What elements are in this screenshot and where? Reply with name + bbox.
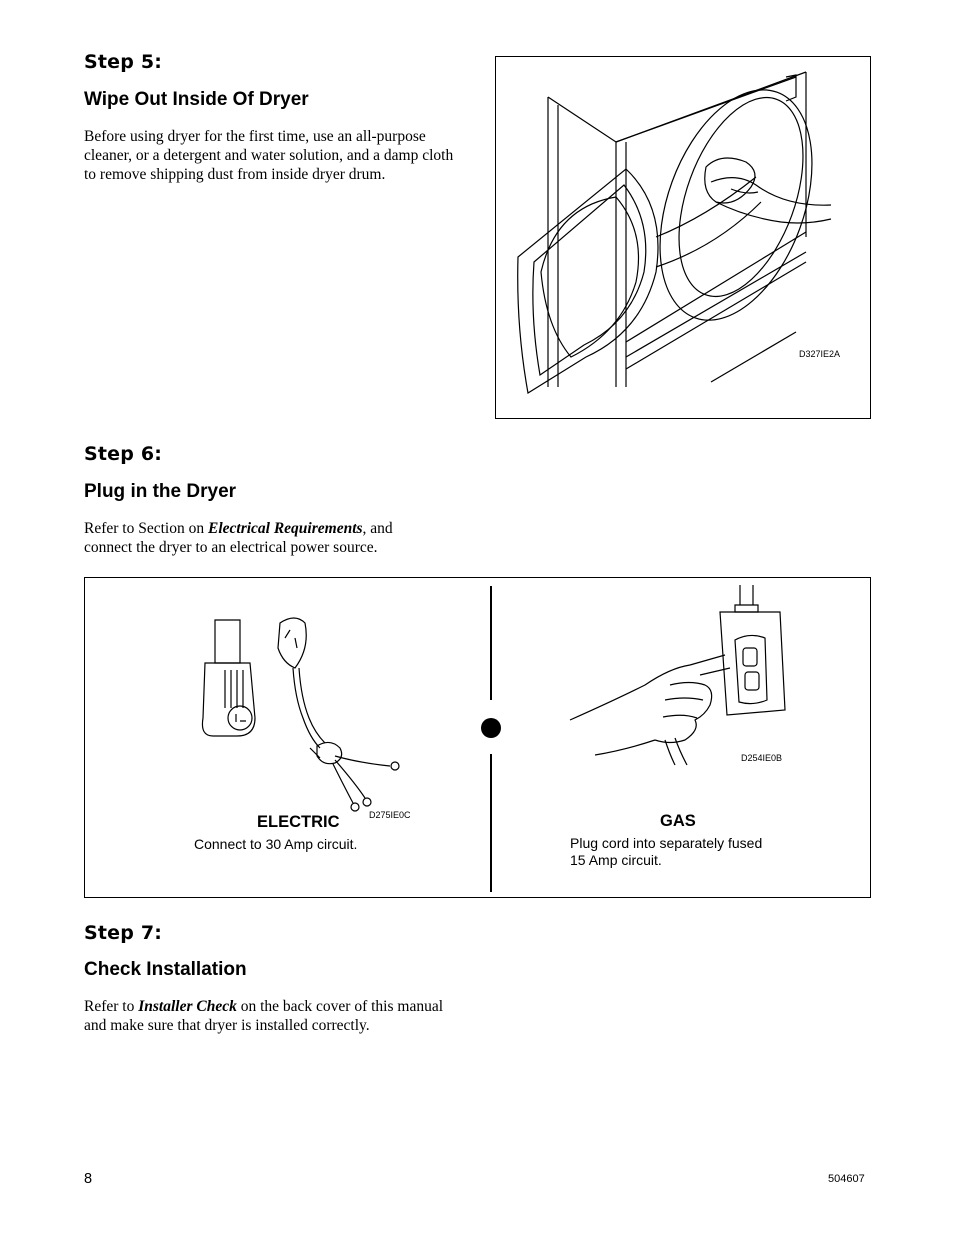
step5-body: Before using dryer for the first time, use an all-purpose cleaner, or a detergent and water solution, and a damp cloth to remove shipping dust from inside dryer drum. [84, 128, 454, 183]
installer-check-ref: Installer Check [138, 998, 237, 1015]
electrical-requirements-ref: Electrical Requirements [207, 520, 363, 537]
electric-title: ELECTRIC [257, 813, 340, 831]
gas-outlet-illustration [565, 580, 795, 770]
dryer-figure-code: D327IE2A [798, 349, 840, 359]
electric-figure-code: D275IE0C [369, 810, 411, 820]
divider-bottom [490, 754, 492, 892]
step6-label: Step 6: [84, 443, 163, 465]
electric-plug-illustration [185, 608, 425, 818]
divider-top [490, 586, 492, 700]
dryer-drum-figure [495, 56, 871, 419]
step6-title: Plug in the Dryer [84, 481, 237, 502]
doc-number: 504607 [828, 1173, 865, 1185]
electric-caption: Connect to 30 Amp circuit. [194, 836, 358, 852]
gas-caption: Plug cord into separately fused 15 Amp circuit. [570, 835, 763, 868]
gas-figure-code: D254IE0B [741, 753, 783, 763]
plug-in-figure [84, 577, 871, 898]
page-number: 8 [84, 1171, 93, 1187]
step7-title: Check Installation [84, 959, 247, 980]
step7-label: Step 7: [84, 922, 163, 944]
dryer-wipe-illustration [496, 57, 870, 418]
step5-label: Step 5: [84, 51, 163, 73]
step7-body: Refer to Installer Check on the back cover of this manual and make sure that dryer is installed correctly. [84, 998, 444, 1034]
step6-body: Refer to Section on Electrical Requirements, and connect the dryer to an electrical power source. [84, 520, 393, 556]
divider-dot [481, 718, 501, 738]
gas-title: GAS [660, 812, 696, 830]
step5-title: Wipe Out Inside Of Dryer [84, 89, 309, 110]
